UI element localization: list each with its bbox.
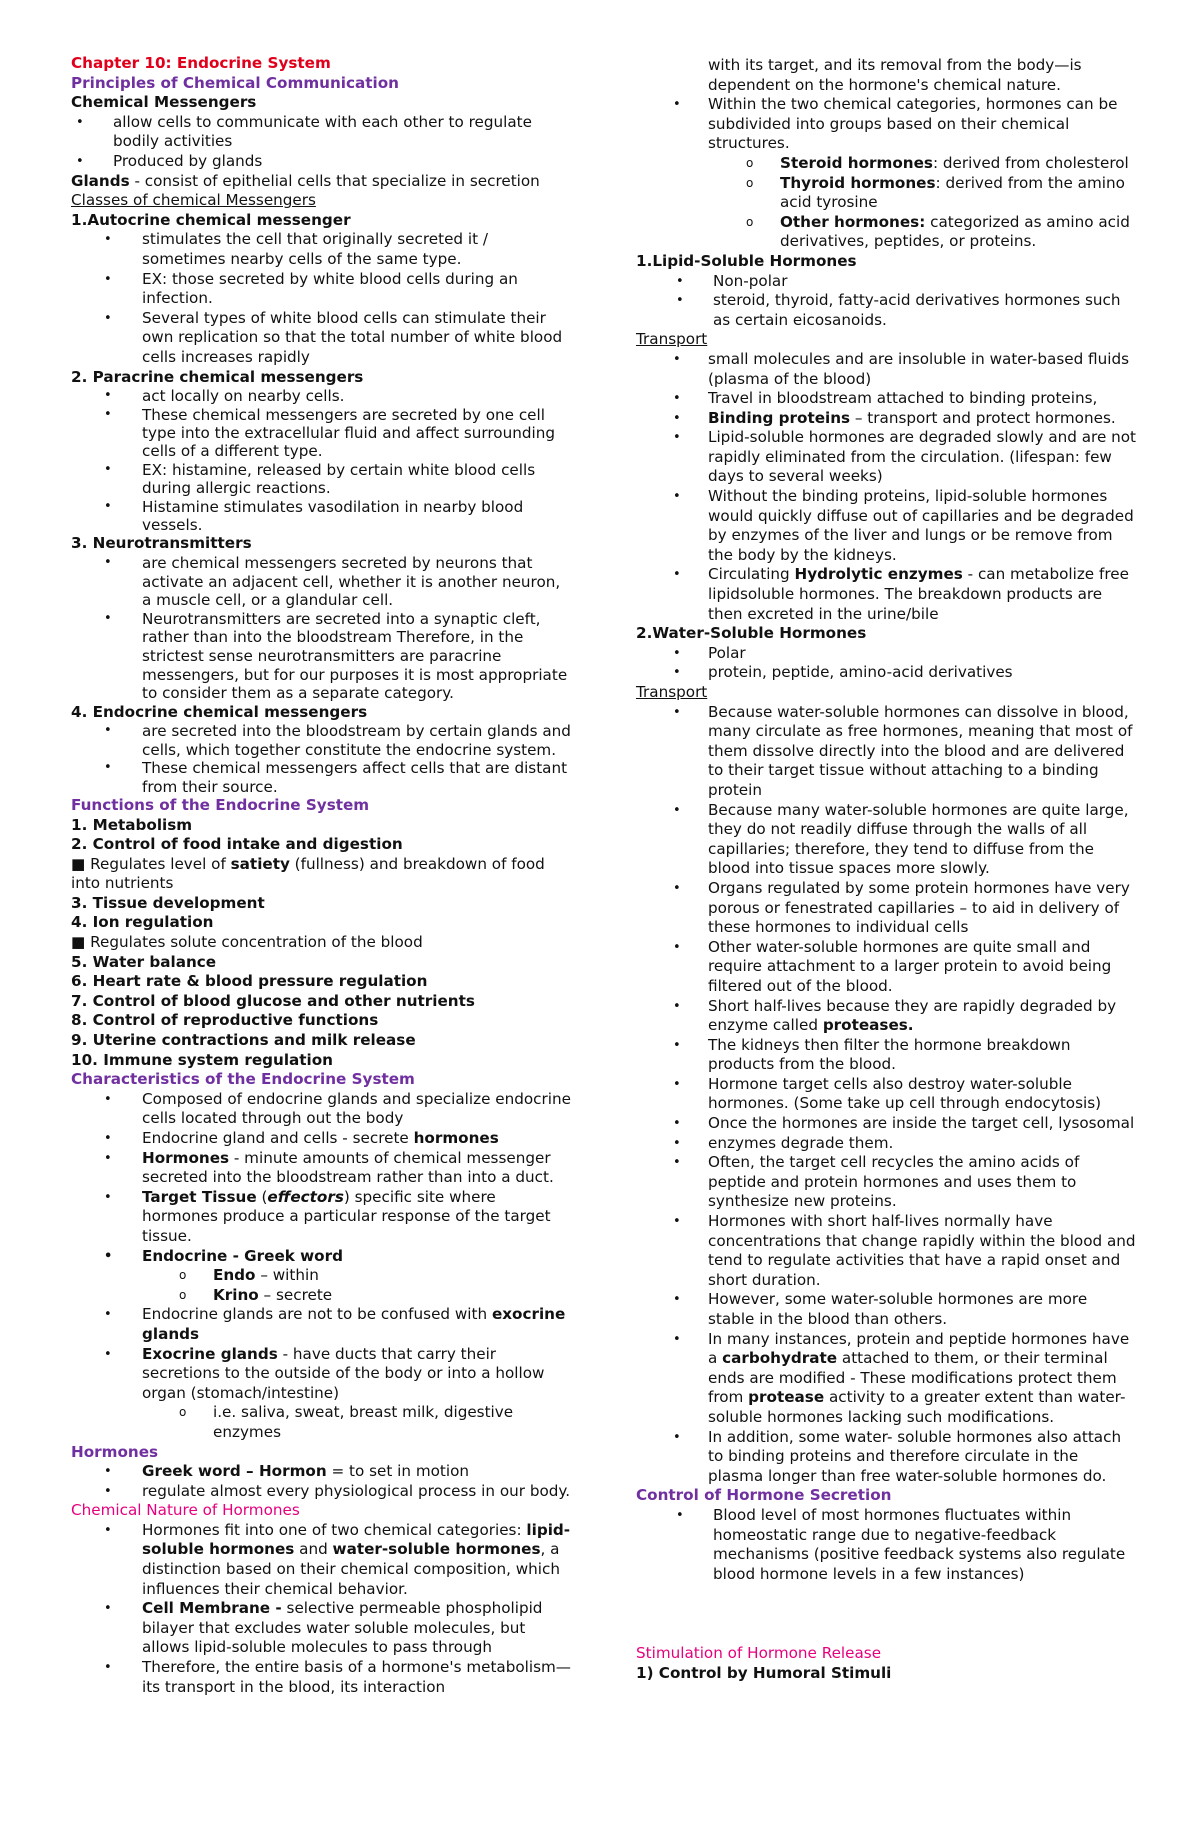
- item-text: – secrete: [258, 1285, 333, 1304]
- item-text: activity to a greater extent than water-soluble hormones lacking such modifications.: [708, 1388, 1126, 1426]
- list-item: • Therefore, the entire basis of a hormone's metabolism—its transport in the blood, its interaction: [71, 1658, 571, 1697]
- item-text: : derived from cholesterol: [932, 153, 1129, 172]
- list-item: [636, 565, 1136, 624]
- sub-item: [636, 154, 1136, 174]
- list-item: [71, 1149, 571, 1188]
- list-item: • Often, the target cell recycles the amino acids of peptide and protein hormones and uses them to synthesize new proteins.: [636, 1153, 1136, 1212]
- list-item: • Neurotransmitters are secreted into a synaptic cleft, rather than into the bloodstream Therefore, in the strictest sense neurotransmitters are paracrine messengers, but for our purposes it is most appropriate to consider them as a separate category.: [71, 610, 571, 703]
- item-bold: Binding proteins: [708, 408, 851, 427]
- stimulation-heading: Stimulation of Hormone Release: [636, 1644, 882, 1663]
- item-bold: hormones: [413, 1129, 499, 1147]
- item-bold: Exocrine glands: [142, 1344, 278, 1363]
- list-item: • small molecules and are insoluble in water-based fluids (plasma of the blood): [636, 350, 1136, 389]
- function-item: 9. Uterine contractions and milk release: [71, 1031, 416, 1050]
- sub-item: o i.e. saliva, sweat, breast milk, digestive enzymes: [71, 1403, 571, 1442]
- glands-definition: [71, 172, 571, 192]
- item-text: (: [256, 1187, 268, 1206]
- item-text: Circulating: [708, 565, 795, 584]
- list-item: • Several types of white blood cells can stimulate their own replication so that the total number of white blood cells increases rapidly: [71, 309, 571, 368]
- item-bold: Krino: [213, 1285, 259, 1304]
- transport-label: Transport: [636, 683, 708, 701]
- classes-heading: Classes of chemical Messengers: [71, 191, 316, 210]
- item-text: - minute amounts of chemical messenger secreted into the bloodstream rather than into a duct.: [142, 1148, 554, 1187]
- function-item: 6. Heart rate & blood pressure regulation: [71, 972, 428, 991]
- list-item: • Travel in bloodstream attached to binding proteins,: [636, 389, 1136, 409]
- list-item: • stimulates the cell that originally secreted it / sometimes nearby cells of the same type.: [71, 230, 571, 269]
- item-bold: protease: [748, 1388, 825, 1407]
- item-bold: Endo: [213, 1266, 256, 1285]
- item-bold: water-soluble hormones: [332, 1540, 541, 1559]
- list-item: [71, 1188, 571, 1247]
- function-item: 10. Immune system regulation: [71, 1050, 333, 1069]
- list-item: • Lipid-soluble hormones are degraded slowly and are not rapidly eliminated from the circulation. (lifespan: few days to several weeks): [636, 428, 1136, 487]
- control-list: [636, 1506, 1136, 1584]
- sub-item: [71, 1286, 571, 1306]
- list-item: [71, 1305, 571, 1344]
- item-text: – within: [255, 1266, 319, 1285]
- item-bold: lipid-soluble hormones: [142, 1520, 571, 1559]
- item-text: – transport and protect hormones.: [850, 408, 1116, 427]
- water-soluble-heading: 2.Water-Soluble Hormones: [636, 624, 867, 643]
- autocrine-heading: 1.Autocrine chemical messenger: [71, 210, 351, 229]
- item-text: Endocrine glands are not to be confused with: [142, 1305, 492, 1324]
- item-text: selective permeable phospholipid bilayer that excludes water soluble molecules, but allows lipid-soluble molecules to pass through: [142, 1599, 543, 1657]
- item-bold: Cell Membrane -: [142, 1599, 282, 1618]
- item-text: Hormones fit into one of two chemical categories:: [142, 1520, 527, 1539]
- list-item: • Once the hormones are inside the target cell, lysosomal: [636, 1114, 1136, 1134]
- endocrine-messengers-heading: 4. Endocrine chemical messengers: [71, 702, 368, 721]
- hormones-list: [71, 1462, 571, 1501]
- item-text: In many instances, protein and peptide hormones have a: [708, 1329, 1130, 1368]
- list-item: • These chemical messengers affect cells that are distant from their source.: [71, 759, 571, 796]
- list-item: • Composed of endocrine glands and specialize endocrine cells located through out the body: [71, 1090, 571, 1129]
- list-item: [71, 1521, 571, 1599]
- function-item: 1. Metabolism: [71, 815, 193, 834]
- lipid-soluble-list: [636, 272, 1136, 331]
- item-text: - have ducts that carry their secretions to the outside of the body or into a hollow organ (stomach/intestine): [142, 1344, 545, 1402]
- list-item: • Because water-soluble hormones can dissolve in blood, many circulate as free hormones, meaning that most of them dissolve directly into the blood and are delivered to their target tissue without attaching to a binding protein: [636, 703, 1136, 801]
- list-item: • Blood level of most hormones fluctuates within homeostatic range due to negative-feedback mechanisms (positive feedback systems also regulate blood hormone levels in a few instances): [636, 1506, 1136, 1584]
- sub-item: [636, 213, 1136, 252]
- list-item: [71, 1599, 571, 1658]
- item-text: : derived from the amino acid tyrosine: [780, 173, 1125, 212]
- list-item: • Non-polar: [636, 272, 1136, 292]
- function-item: 2. Control of food intake and digestion: [71, 835, 403, 854]
- list-item: • EX: histamine, released by certain white blood cells during allergic reactions.: [71, 461, 571, 498]
- right-column: [636, 56, 1136, 1684]
- list-item: • However, some water-soluble hormones are more stable in the blood than others.: [636, 1290, 1136, 1329]
- item-text: Endocrine gland and cells - secrete: [142, 1129, 414, 1147]
- list-item: • Other water-soluble hormones are quite small and require attachment to a larger protein to avoid being filtered out of the blood.: [636, 938, 1136, 997]
- item-text: - can metabolize free lipidsoluble hormones. The breakdown products are then excreted in the urine/bile: [708, 565, 1129, 623]
- water-transport-list: [636, 703, 1136, 1487]
- list-item: • Organs regulated by some protein hormones have very porous or fenestrated capillaries – to aid in delivery of these hormones to individual cells: [636, 879, 1136, 938]
- transport-label: Transport: [636, 330, 708, 349]
- list-item: • allow cells to communicate with each other to regulate bodily activities: [71, 113, 571, 152]
- list-item: • Endocrine - Greek word: [71, 1247, 571, 1267]
- left-column: [71, 54, 571, 1697]
- list-item: • protein, peptide, amino-acid derivatives: [636, 663, 1136, 683]
- list-item: [636, 409, 1136, 429]
- lipid-transport-list: [636, 350, 1136, 624]
- item-bold: Other hormones:: [780, 212, 926, 231]
- list-item: [71, 1345, 571, 1404]
- note-bold: satiety: [230, 854, 290, 873]
- list-item: • enzymes degrade them.: [636, 1134, 1136, 1154]
- list-item: • In addition, some water- soluble hormones also attach to binding proteins and therefore circulate in the plasma longer than free water-soluble hormones do.: [636, 1428, 1136, 1487]
- function-item: 3. Tissue development: [71, 893, 265, 912]
- list-item: • These chemical messengers are secreted by one cell type into the extracellular fluid and affect surrounding cells of a different type.: [71, 406, 571, 461]
- endocrine-messengers-list: [71, 722, 571, 796]
- list-item: • Histamine stimulates vasodilation in nearby blood vessels.: [71, 498, 571, 535]
- list-item: • regulate almost every physiological process in our body.: [71, 1482, 571, 1502]
- item-bold: proteases.: [822, 1016, 914, 1035]
- water-soluble-list: [636, 644, 1136, 683]
- item-bold: Hydrolytic enzymes: [794, 565, 963, 584]
- sub-item: [636, 174, 1136, 213]
- function-item: 5. Water balance: [71, 952, 217, 971]
- paracrine-heading: 2. Paracrine chemical messengers: [71, 367, 364, 386]
- note-text: ■ Regulates level of: [71, 854, 231, 873]
- list-item: • act locally on nearby cells.: [71, 387, 571, 405]
- list-item: • steroid, thyroid, fatty-acid derivatives hormones such as certain eicosanoids.: [636, 291, 1136, 330]
- spacer: [636, 1614, 1136, 1644]
- list-item: [71, 1462, 571, 1482]
- chemical-messengers-heading: Chemical Messengers: [71, 93, 257, 112]
- list-item: • The kidneys then filter the hormone breakdown products from the blood.: [636, 1036, 1136, 1075]
- list-item: • Polar: [636, 644, 1136, 664]
- list-item: • are secreted into the bloodstream by certain glands and cells, which together constitute the endocrine system.: [71, 722, 571, 759]
- chapter-title: Chapter 10: Endocrine System: [71, 54, 331, 72]
- chemical-categories-list: [636, 95, 1136, 252]
- item-text: attached to them, or their terminal ends are modified - These modifications protect them from: [708, 1349, 1117, 1407]
- list-item: • Hormone target cells also destroy water-soluble hormones. (Some take up cell through endocytosis): [636, 1075, 1136, 1114]
- item-text: = to set in motion: [326, 1462, 470, 1481]
- functions-heading: Functions of the Endocrine System: [71, 795, 370, 814]
- hormones-heading: Hormones: [71, 1442, 159, 1461]
- list-item: • Hormones with short half-lives normally have concentrations that change rapidly within the blood and tend to regulate activities that have a rapid onset and short duration.: [636, 1212, 1136, 1290]
- item-text: , a distinction based on their chemical composition, which influences their chemical behavior.: [142, 1540, 561, 1598]
- characteristics-list: [71, 1090, 571, 1443]
- item-bold: Hormones: [142, 1148, 230, 1167]
- item-bold: Greek word – Hormon: [142, 1462, 327, 1481]
- characteristics-heading: Characteristics of the Endocrine System: [71, 1070, 415, 1089]
- lipid-soluble-heading: 1.Lipid-Soluble Hormones: [636, 251, 857, 270]
- list-item: • are chemical messengers secreted by neurons that activate an adjacent cell, whether it is another neuron, a muscle cell, or a glandular cell.: [71, 554, 571, 610]
- function-note: ■ Regulates solute concentration of the blood: [71, 933, 423, 952]
- item-bold: exocrine glands: [142, 1305, 566, 1343]
- item-text: and: [294, 1540, 333, 1559]
- list-item: • Because many water-soluble hormones are quite large, they do not readily diffuse through the walls of all capillaries; therefore, they tend to diffuse from the blood into tissue spaces more slowly.: [636, 801, 1136, 879]
- item-bold: Steroid hormones: [780, 153, 933, 172]
- chemical-messengers-list: [71, 113, 571, 172]
- item-bold: Thyroid hormones: [780, 173, 936, 192]
- item-bold-italic: effectors: [267, 1187, 344, 1206]
- chemical-nature-list: [71, 1521, 571, 1697]
- continued-text: with its target, and its removal from the body—is dependent on the hormone's chemical nature.: [708, 56, 1082, 94]
- item-text: categorized as amino acid derivatives, peptides, or proteins.: [780, 212, 1130, 251]
- control-heading: Control of Hormone Secretion: [636, 1486, 892, 1505]
- autocrine-list: [71, 230, 571, 367]
- chemical-nature-heading: Chemical Nature of Hormones: [71, 1501, 300, 1520]
- function-item: 8. Control of reproductive functions: [71, 1011, 379, 1030]
- function-item: 7. Control of blood glucose and other nutrients: [71, 991, 475, 1010]
- principles-heading: Principles of Chemical Communication: [71, 73, 399, 92]
- item-text: ) specific site where hormones produce a particular response of the target tissue.: [142, 1187, 551, 1245]
- neurotransmitters-heading: 3. Neurotransmitters: [71, 534, 252, 553]
- spacer: [636, 1584, 1136, 1614]
- glands-term: Glands: [71, 171, 130, 190]
- list-item: • EX: those secreted by white blood cells during an infection.: [71, 270, 571, 309]
- item-text: Short half-lives because they are rapidly degraded by enzyme called: [708, 996, 1117, 1035]
- sub-item: [71, 1266, 571, 1286]
- neurotransmitters-list: [71, 554, 571, 703]
- humoral-heading: 1) Control by Humoral Stimuli: [636, 1663, 892, 1682]
- list-item: [71, 1129, 571, 1149]
- list-item: [636, 1330, 1136, 1428]
- paracrine-list: [71, 387, 571, 534]
- list-item: • Without the binding proteins, lipid-soluble hormones would quickly diffuse out of capillaries and be degraded by enzymes of the liver and lungs or be remove from the body by the kidneys.: [636, 487, 1136, 565]
- list-item: • Within the two chemical categories, hormones can be subdivided into groups based on their chemical structures.: [636, 95, 1136, 154]
- glands-def: - consist of epithelial cells that specialize in secretion: [129, 171, 540, 190]
- function-note: [71, 855, 571, 894]
- note-text: (fullness) and breakdown of food into nutrients: [71, 854, 545, 893]
- item-bold: Target Tissue: [142, 1187, 257, 1206]
- list-item: • Produced by glands: [71, 152, 571, 172]
- item-bold: carbohydrate: [722, 1349, 838, 1368]
- list-item: [636, 997, 1136, 1036]
- function-item: 4. Ion regulation: [71, 913, 214, 932]
